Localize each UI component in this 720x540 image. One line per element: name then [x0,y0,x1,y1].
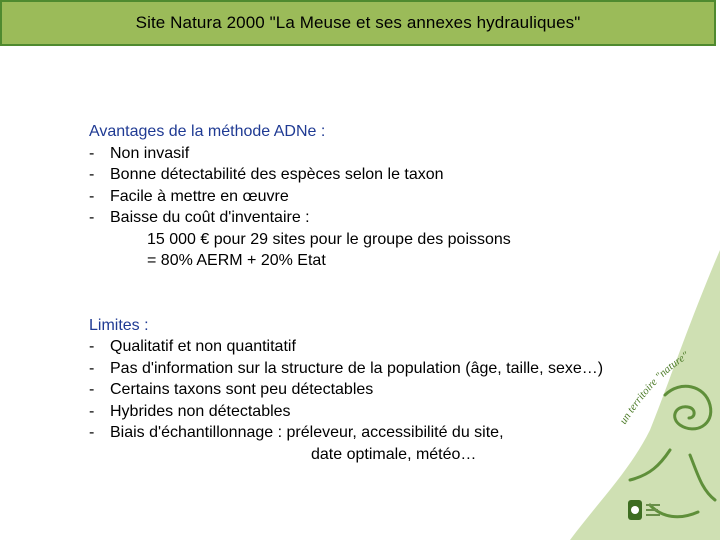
bullet-dash: - [89,424,95,441]
list-item-text: Qualitatif et non quantitatif [110,338,296,355]
avantages-heading: Avantages de la méthode ADNe : [89,123,326,140]
slogan-path: un territoire "nature" [617,349,691,427]
list-item [89,207,689,229]
list-item [89,164,689,186]
bullet-dash: - [89,402,95,420]
bullet-dash: - [89,144,95,162]
cost-split-line: = 80% AERM + 20% Etat [147,252,326,269]
list-item-text: Facile à mettre en œuvre [110,187,289,205]
list-item-text: Non invasif [110,144,190,162]
list-item-text: Certains taxons sont peu détectables [110,381,374,398]
slide-title: Site Natura 2000 "La Meuse et ses annexes hydrauliques" [135,13,581,32]
list-item-continuation: date optimale, météo… [311,445,477,463]
list-item [89,143,689,165]
limites-heading: Limites : [89,316,149,334]
list-item [89,186,689,208]
cost-detail-line: 15 000 € pour 29 sites pour le groupe des poissons [147,230,511,248]
list-item-text: Biais d'échantillonnage : préleveur, accessibilité du site, [110,424,504,441]
list-item-text: Hybrides non détectables [110,402,291,420]
title-bar [0,0,716,46]
list-item-text: Baisse du coût d'inventaire : [110,209,310,226]
bullet-dash: - [89,381,95,398]
list-item-text: Pas d'information sur la structure de la population (âge, taille, sexe…) [110,359,604,377]
bullet-dash: - [89,209,95,226]
list-item-text: Bonne détectabilité des espèces selon le taxon [110,166,444,183]
park-decoration [570,250,720,540]
bullet-dash: - [89,166,95,183]
bullet-dash: - [89,187,95,205]
bullet-dash: - [89,359,95,377]
bullet-dash: - [89,338,95,355]
